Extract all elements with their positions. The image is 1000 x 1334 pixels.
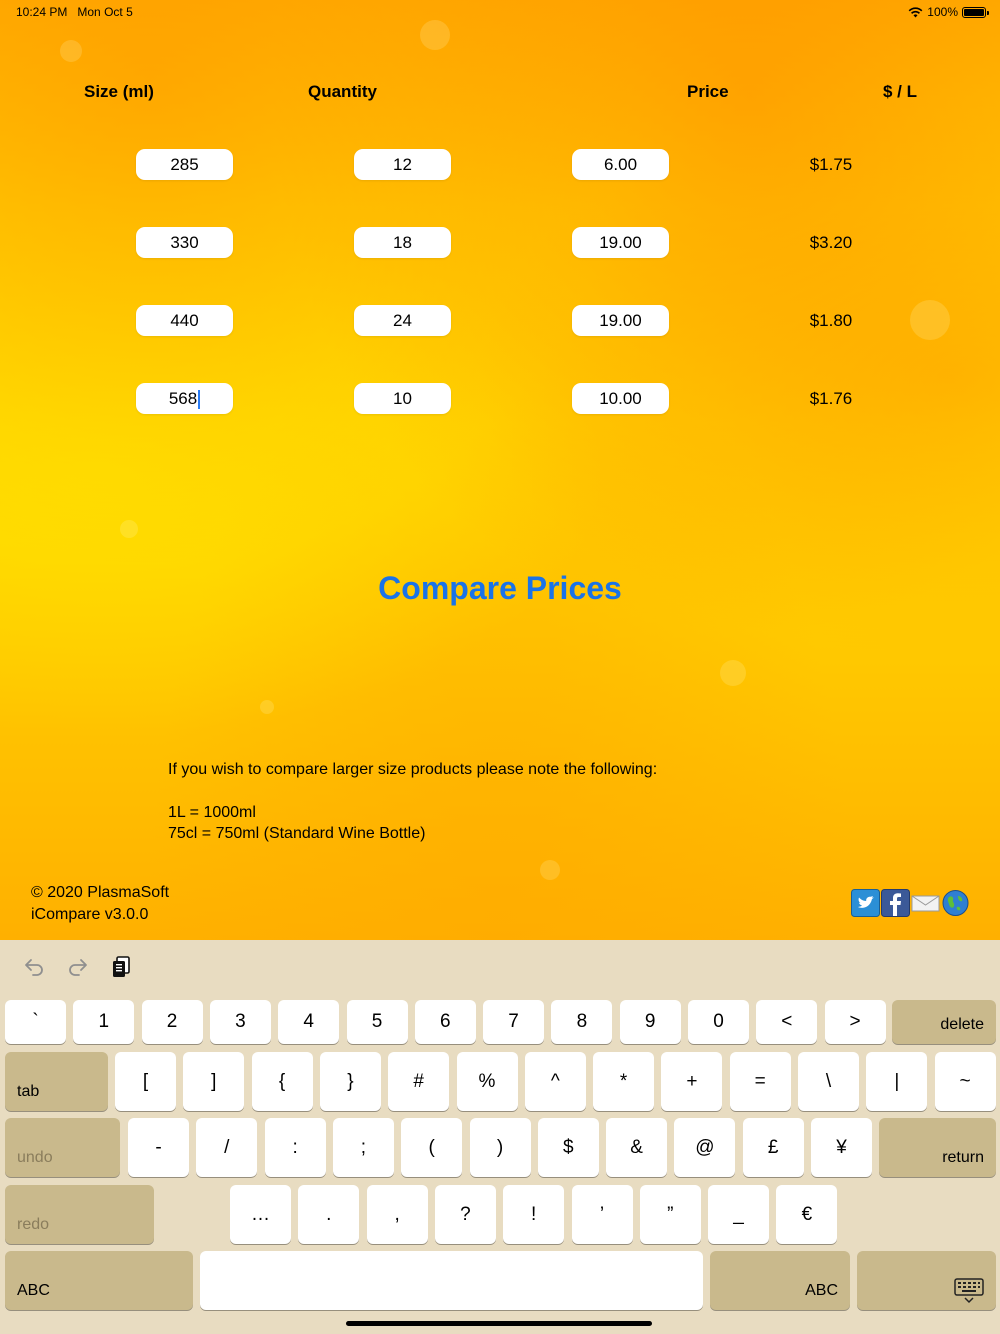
status-time: 10:24 PM: [16, 5, 68, 19]
key[interactable]: =: [730, 1052, 791, 1111]
tab-key[interactable]: tab: [5, 1052, 108, 1111]
header-quantity: Quantity: [308, 82, 377, 101]
undo-icon[interactable]: [22, 955, 46, 979]
header-price: Price: [687, 82, 729, 101]
space-key[interactable]: [200, 1251, 703, 1310]
price-input-2[interactable]: 19.00: [572, 227, 669, 258]
header-per-litre: $ / L: [883, 82, 918, 101]
key[interactable]: ~: [935, 1052, 996, 1111]
quantity-input-1[interactable]: 12: [354, 149, 451, 180]
header-size: Size (ml): [84, 82, 154, 101]
key[interactable]: 9: [620, 1000, 681, 1044]
redo-key[interactable]: redo: [5, 1185, 154, 1244]
key[interactable]: :: [265, 1118, 326, 1177]
facebook-icon[interactable]: [881, 889, 910, 917]
key[interactable]: /: [196, 1118, 257, 1177]
key[interactable]: 3: [210, 1000, 271, 1044]
key[interactable]: $: [538, 1118, 599, 1177]
key[interactable]: {: [252, 1052, 313, 1111]
price-per-litre-2: $3.20: [809, 233, 853, 252]
price-input-4[interactable]: 10.00: [572, 383, 669, 414]
key[interactable]: _: [708, 1185, 769, 1244]
size-input-1[interactable]: 285: [136, 149, 233, 180]
hide-keyboard-key[interactable]: [857, 1251, 996, 1310]
keyboard: [0, 940, 1000, 1334]
text-cursor: [198, 390, 200, 409]
price-per-litre-1: $1.75: [809, 155, 853, 174]
size-input-3[interactable]: 440: [136, 305, 233, 336]
key[interactable]: ): [470, 1118, 531, 1177]
key[interactable]: 5: [347, 1000, 408, 1044]
copyright: © 2020 PlasmaSoft: [31, 884, 170, 901]
quantity-input-2[interactable]: 18: [354, 227, 451, 258]
undo-key[interactable]: undo: [5, 1118, 120, 1177]
key[interactable]: (: [401, 1118, 462, 1177]
key[interactable]: 2: [142, 1000, 203, 1044]
battery-percent: 100%: [927, 5, 958, 19]
home-indicator: [346, 1321, 652, 1326]
key[interactable]: .: [298, 1185, 359, 1244]
status-indicators: [908, 5, 986, 19]
price-per-litre-4: $1.76: [809, 389, 853, 408]
key[interactable]: 1: [73, 1000, 134, 1044]
note-centilitre: 75cl = 750ml (Standard Wine Bottle): [168, 825, 426, 842]
key[interactable]: €: [776, 1185, 837, 1244]
return-key[interactable]: return: [879, 1118, 996, 1177]
key[interactable]: %: [457, 1052, 518, 1111]
key[interactable]: ]: [183, 1052, 244, 1111]
app-version: iCompare v3.0.0: [31, 906, 149, 923]
status-date: Mon Oct 5: [77, 5, 133, 19]
key[interactable]: 0: [688, 1000, 749, 1044]
size-input-2[interactable]: 330: [136, 227, 233, 258]
key[interactable]: @: [674, 1118, 735, 1177]
price-input-1[interactable]: 6.00: [572, 149, 669, 180]
keyboard-dismiss-icon: [954, 1278, 984, 1304]
key[interactable]: <: [756, 1000, 817, 1044]
price-per-litre-3: $1.80: [809, 311, 853, 330]
key[interactable]: -: [128, 1118, 189, 1177]
key[interactable]: 4: [278, 1000, 339, 1044]
twitter-icon[interactable]: [851, 889, 880, 917]
key[interactable]: #: [388, 1052, 449, 1111]
note-litre: 1L = 1000ml: [168, 804, 256, 821]
mail-icon[interactable]: [911, 889, 940, 917]
key[interactable]: ;: [333, 1118, 394, 1177]
key[interactable]: `: [5, 1000, 66, 1044]
key[interactable]: *: [593, 1052, 654, 1111]
key[interactable]: }: [320, 1052, 381, 1111]
redo-icon[interactable]: [66, 955, 90, 979]
key[interactable]: |: [866, 1052, 927, 1111]
compare-prices-button[interactable]: Compare Prices: [378, 570, 622, 606]
delete-key[interactable]: delete: [892, 1000, 996, 1044]
key[interactable]: ”: [640, 1185, 701, 1244]
wifi-icon: [908, 7, 923, 18]
key[interactable]: £: [743, 1118, 804, 1177]
status-time-date: [16, 5, 133, 19]
quantity-input-3[interactable]: 24: [354, 305, 451, 336]
key[interactable]: ¥: [811, 1118, 872, 1177]
size-input-4[interactable]: [136, 383, 233, 414]
key[interactable]: ^: [525, 1052, 586, 1111]
key[interactable]: !: [503, 1185, 564, 1244]
keyboard-toolbar: [0, 940, 1000, 994]
key[interactable]: …: [230, 1185, 291, 1244]
globe-icon[interactable]: [941, 889, 970, 917]
battery-icon: [962, 7, 986, 18]
key[interactable]: 7: [483, 1000, 544, 1044]
price-input-3[interactable]: 19.00: [572, 305, 669, 336]
key[interactable]: 6: [415, 1000, 476, 1044]
abc-key-left[interactable]: ABC: [5, 1251, 193, 1310]
paste-icon[interactable]: [110, 955, 134, 979]
key[interactable]: ’: [572, 1185, 633, 1244]
key[interactable]: \: [798, 1052, 859, 1111]
key[interactable]: +: [661, 1052, 722, 1111]
size-input-4-value: 568: [168, 389, 198, 408]
key[interactable]: [: [115, 1052, 176, 1111]
key[interactable]: >: [825, 1000, 886, 1044]
key[interactable]: ?: [435, 1185, 496, 1244]
note-intro: If you wish to compare larger size products please note the following:: [168, 761, 658, 778]
abc-key-right[interactable]: ABC: [710, 1251, 850, 1310]
key[interactable]: ,: [367, 1185, 428, 1244]
key[interactable]: &: [606, 1118, 667, 1177]
quantity-input-4[interactable]: 10: [354, 383, 451, 414]
key[interactable]: 8: [551, 1000, 612, 1044]
social-links: [851, 889, 970, 917]
